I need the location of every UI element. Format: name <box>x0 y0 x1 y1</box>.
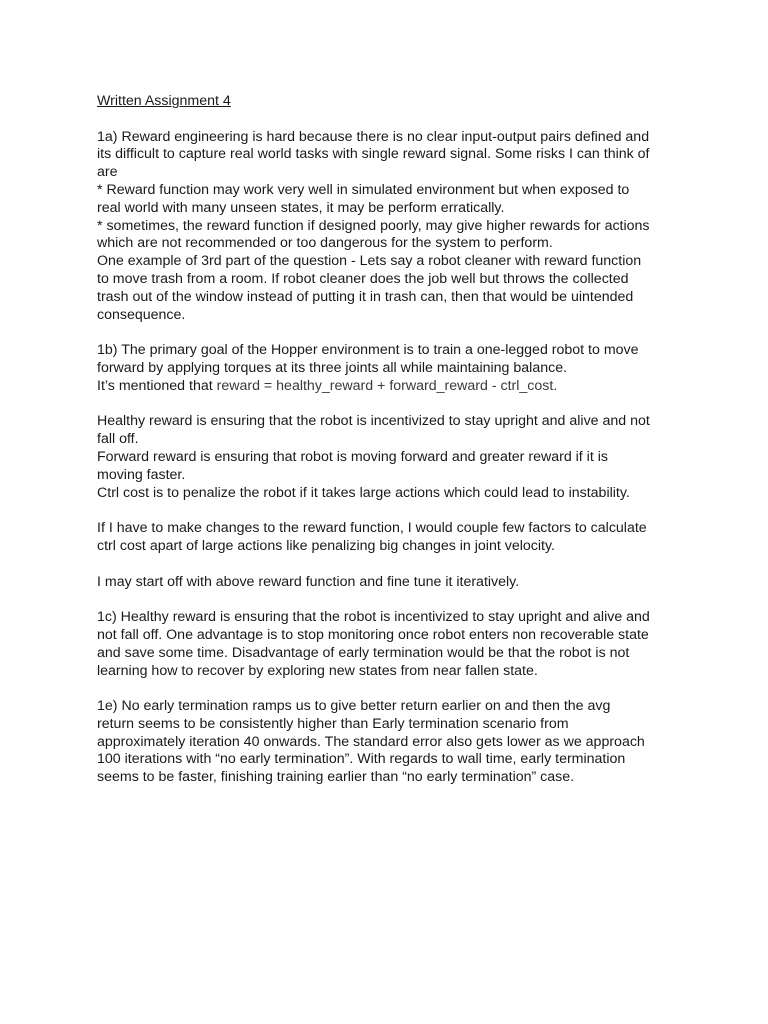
document-title: Written Assignment 4 <box>97 93 231 109</box>
text-line: 100 iterations with “no early termination”. With regards to wall time, early termination <box>97 751 626 768</box>
text-line: learning how to recover by exploring new states from near fallen state. <box>97 662 538 679</box>
text-line: fall off. <box>97 431 139 448</box>
text-line: return seems to be consistently higher than Early termination scenario from <box>97 715 569 732</box>
reward-formula: reward = healthy_reward + forward_reward - ctrl_cost. <box>216 377 558 394</box>
formula-prefix: It’s mentioned that <box>97 377 217 394</box>
text-line: approximately iteration 40 onwards. The standard error also gets lower as we approach <box>97 733 645 750</box>
text-line: not fall off. One advantage is to stop monitoring once robot enters non recoverable state <box>97 626 649 643</box>
text-line: I may start off with above reward function and fine tune it iteratively. <box>97 573 520 590</box>
answer-1b-changes <box>97 520 683 556</box>
answer-1b <box>97 342 683 395</box>
formula-line <box>97 378 683 396</box>
text-line: real world with many unseen states, it may be perform erratically. <box>97 199 505 216</box>
answer-1b-finetune <box>97 574 683 592</box>
text-line: 1a) Reward engineering is hard because there is no clear input-output pairs defined and <box>97 128 650 145</box>
text-line: to move trash from a room. If robot cleaner does the job well but throws the collected <box>97 270 629 287</box>
text-line: 1b) The primary goal of the Hopper environment is to train a one-legged robot to move <box>97 342 639 359</box>
document-page <box>97 93 683 805</box>
text-line: Forward reward is ensuring that robot is moving forward and greater reward if it is <box>97 448 608 465</box>
text-line: and save some time. Disadvantage of early termination would be that the robot is not <box>97 644 630 661</box>
text-line: ctrl cost apart of large actions like penalizing big changes in joint velocity. <box>97 537 555 554</box>
text-line: its difficult to capture real world tasks with single reward signal. Some risks I can think of <box>97 146 650 163</box>
text-line: 1c) Healthy reward is ensuring that the robot is incentivized to stay upright and alive and <box>97 609 650 626</box>
text-line: * sometimes, the reward function if designed poorly, may give higher rewards for actions <box>97 217 650 234</box>
text-line: forward by applying torques at its three joints all while maintaining balance. <box>97 359 568 376</box>
text-line: Healthy reward is ensuring that the robot is incentivized to stay upright and alive and not <box>97 413 650 430</box>
answer-1b-rewards <box>97 413 683 502</box>
text-line: 1e) No early termination ramps us to give better return earlier on and then the avg <box>97 698 611 715</box>
text-line: moving faster. <box>97 466 186 483</box>
answer-1c <box>97 609 683 680</box>
text-line: seems to be faster, finishing training earlier than “no early termination” case. <box>97 769 575 786</box>
text-line: trash out of the window instead of putting it in trash can, then that would be uintended <box>97 288 634 305</box>
answer-1e <box>97 698 683 787</box>
text-line: consequence. <box>97 306 186 323</box>
answer-1a <box>97 129 683 325</box>
text-line: which are not recommended or too dangerous for the system to perform. <box>97 235 553 252</box>
text-line: One example of 3rd part of the question - Lets say a robot cleaner with reward function <box>97 253 642 270</box>
text-line: If I have to make changes to the reward function, I would couple few factors to calculate <box>97 520 647 537</box>
text-line: are <box>97 164 118 181</box>
text-line: * Reward function may work very well in simulated environment but when exposed to <box>97 181 630 198</box>
text-line: Ctrl cost is to penalize the robot if it takes large actions which could lead to instability. <box>97 484 630 501</box>
